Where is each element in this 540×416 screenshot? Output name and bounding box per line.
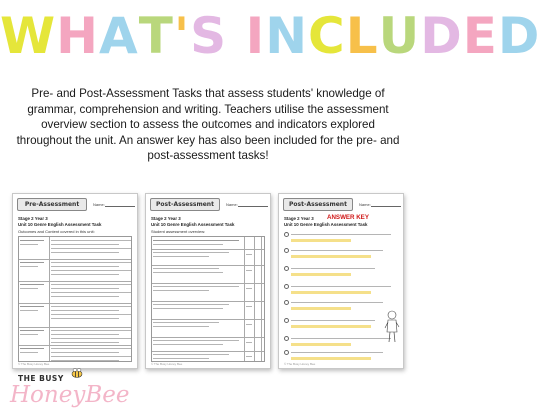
text-line <box>246 254 252 255</box>
title-letter: U <box>378 7 421 65</box>
text-line <box>153 344 223 345</box>
text-line <box>20 330 44 331</box>
preview-subheading: Student assessment overview: <box>151 229 206 234</box>
busy-honey-bee-logo <box>4 360 130 414</box>
question-number-icon <box>284 266 289 271</box>
preview-banner: Post-Assessment <box>150 198 220 211</box>
text-line <box>153 308 223 309</box>
text-line <box>51 292 131 293</box>
text-line <box>20 310 38 311</box>
text-line <box>20 240 44 241</box>
title-letter: D <box>420 7 463 65</box>
post-assessment-overview-preview <box>145 193 271 369</box>
text-line <box>246 306 252 307</box>
text-line <box>20 284 44 285</box>
preview-banner: Pre-Assessment <box>17 198 87 211</box>
highlighted-answer <box>291 343 351 346</box>
text-line <box>51 334 119 335</box>
preview-heading-stage: Stage 2 Year 3 <box>151 216 181 221</box>
text-line <box>51 306 131 307</box>
description-text: Pre- and Post-Assessment Tasks that assess students' knowledge of grammar, comprehension and writing. Teachers utilise the assessment overview section to assess the outcomes and indicators explored throughout the unit. An answer key has also been included for the pre- and post-assessment tasks! <box>16 87 400 163</box>
text-line <box>246 270 252 271</box>
text-line <box>153 326 209 327</box>
highlighted-answer <box>291 357 371 360</box>
highlighted-answer <box>291 239 351 242</box>
title-letter: ' <box>173 7 191 65</box>
text-line <box>153 286 239 287</box>
text-line <box>51 274 119 275</box>
name-label: Name: <box>93 202 105 207</box>
text-line <box>153 268 219 269</box>
text-line <box>51 284 131 285</box>
page-title <box>0 6 540 66</box>
text-line <box>20 266 38 267</box>
text-line <box>51 262 131 263</box>
text-line <box>51 356 131 357</box>
text-line <box>20 348 44 349</box>
title-letter: L <box>345 7 379 65</box>
title-letter: E <box>462 7 498 65</box>
pre-assessment-preview <box>12 193 138 369</box>
text-line <box>51 338 131 339</box>
text-line <box>20 288 38 289</box>
text-line <box>51 310 119 311</box>
text-line <box>51 240 131 241</box>
preview-heading-unit: Unit 10 Genre English Assessment Task <box>284 222 368 227</box>
question-number-icon <box>284 336 289 341</box>
text-line <box>291 250 383 251</box>
name-rule <box>371 206 401 207</box>
text-line <box>51 352 119 353</box>
text-line <box>291 338 391 339</box>
question-number-icon <box>284 248 289 253</box>
preview-footer: © The Busy Honey Bee <box>284 362 316 366</box>
bee-icon <box>70 368 84 378</box>
title-letter: I <box>245 7 266 65</box>
text-line <box>291 320 375 321</box>
text-line <box>153 252 229 253</box>
highlighted-answer <box>291 273 351 276</box>
preview-heading-unit: Unit 10 Genre English Assessment Task <box>151 222 235 227</box>
text-line <box>20 352 38 353</box>
text-line <box>51 318 119 319</box>
question-number-icon <box>284 300 289 305</box>
text-line <box>51 314 131 315</box>
text-line <box>51 348 131 349</box>
text-line <box>291 286 391 287</box>
preview-footer: © The Busy Honey Bee <box>151 362 183 366</box>
preview-heading-unit: Unit 10 Genre English Assessment Task <box>18 222 102 227</box>
highlighted-answer <box>291 255 371 258</box>
text-line <box>51 288 119 289</box>
text-line <box>246 342 252 343</box>
preview-heading-stage: Stage 2 Year 3 <box>18 216 48 221</box>
text-line <box>153 340 239 341</box>
preview-footer: © The Busy Honey Bee <box>18 362 50 366</box>
title-letter: N <box>265 7 309 65</box>
text-line <box>153 304 229 305</box>
text-line <box>153 290 209 291</box>
text-line <box>246 324 252 325</box>
text-line <box>153 256 209 257</box>
text-line <box>51 266 119 267</box>
text-line <box>20 244 38 245</box>
preview-subheading: Outcomes and Content covered in this unit: <box>18 229 95 234</box>
text-line <box>246 288 252 289</box>
title-letter: C <box>308 7 346 65</box>
title-letter: A <box>99 7 139 65</box>
outcomes-table <box>18 236 132 362</box>
text-line <box>153 244 223 245</box>
text-line <box>291 234 391 235</box>
text-line <box>153 240 239 241</box>
question-number-icon <box>284 350 289 355</box>
text-line <box>51 330 131 331</box>
title-letter: W <box>0 7 57 65</box>
question-number-icon <box>284 284 289 289</box>
text-line <box>291 352 383 353</box>
text-line <box>20 262 44 263</box>
highlighted-answer <box>291 291 371 294</box>
title-letter: D <box>497 7 540 65</box>
highlighted-answer <box>291 307 351 310</box>
text-line <box>51 252 119 253</box>
title-letter: S <box>190 7 228 65</box>
text-line <box>153 322 219 323</box>
text-line <box>153 354 229 355</box>
answer-key-label: ANSWER KEY <box>327 214 369 221</box>
name-rule <box>238 206 268 207</box>
name-rule <box>105 206 135 207</box>
title-letter: T <box>138 7 174 65</box>
text-line <box>51 296 119 297</box>
text-line <box>51 342 119 343</box>
text-line <box>291 268 375 269</box>
text-line <box>51 270 131 271</box>
question-number-icon <box>284 232 289 237</box>
logo-top-text: THE BUSY <box>18 374 64 383</box>
text-line <box>20 334 38 335</box>
name-label: Name: <box>226 202 238 207</box>
title-letter: H <box>56 7 100 65</box>
logo-main-text: HoneyBee <box>10 382 130 408</box>
preview-banner: Post-Assessment <box>283 198 353 211</box>
title-letter <box>227 6 245 66</box>
text-line <box>51 248 131 249</box>
highlighted-answer <box>291 325 371 328</box>
text-line <box>20 306 44 307</box>
name-label: Name: <box>359 202 371 207</box>
text-line <box>153 272 223 273</box>
text-line <box>246 356 252 357</box>
text-line <box>51 244 119 245</box>
preview-heading-stage: Stage 2 Year 3 <box>284 216 314 221</box>
text-line <box>291 302 383 303</box>
answer-key-preview <box>278 193 404 369</box>
boy-illustration-icon <box>385 310 399 344</box>
question-number-icon <box>284 318 289 323</box>
text-line <box>153 358 209 359</box>
